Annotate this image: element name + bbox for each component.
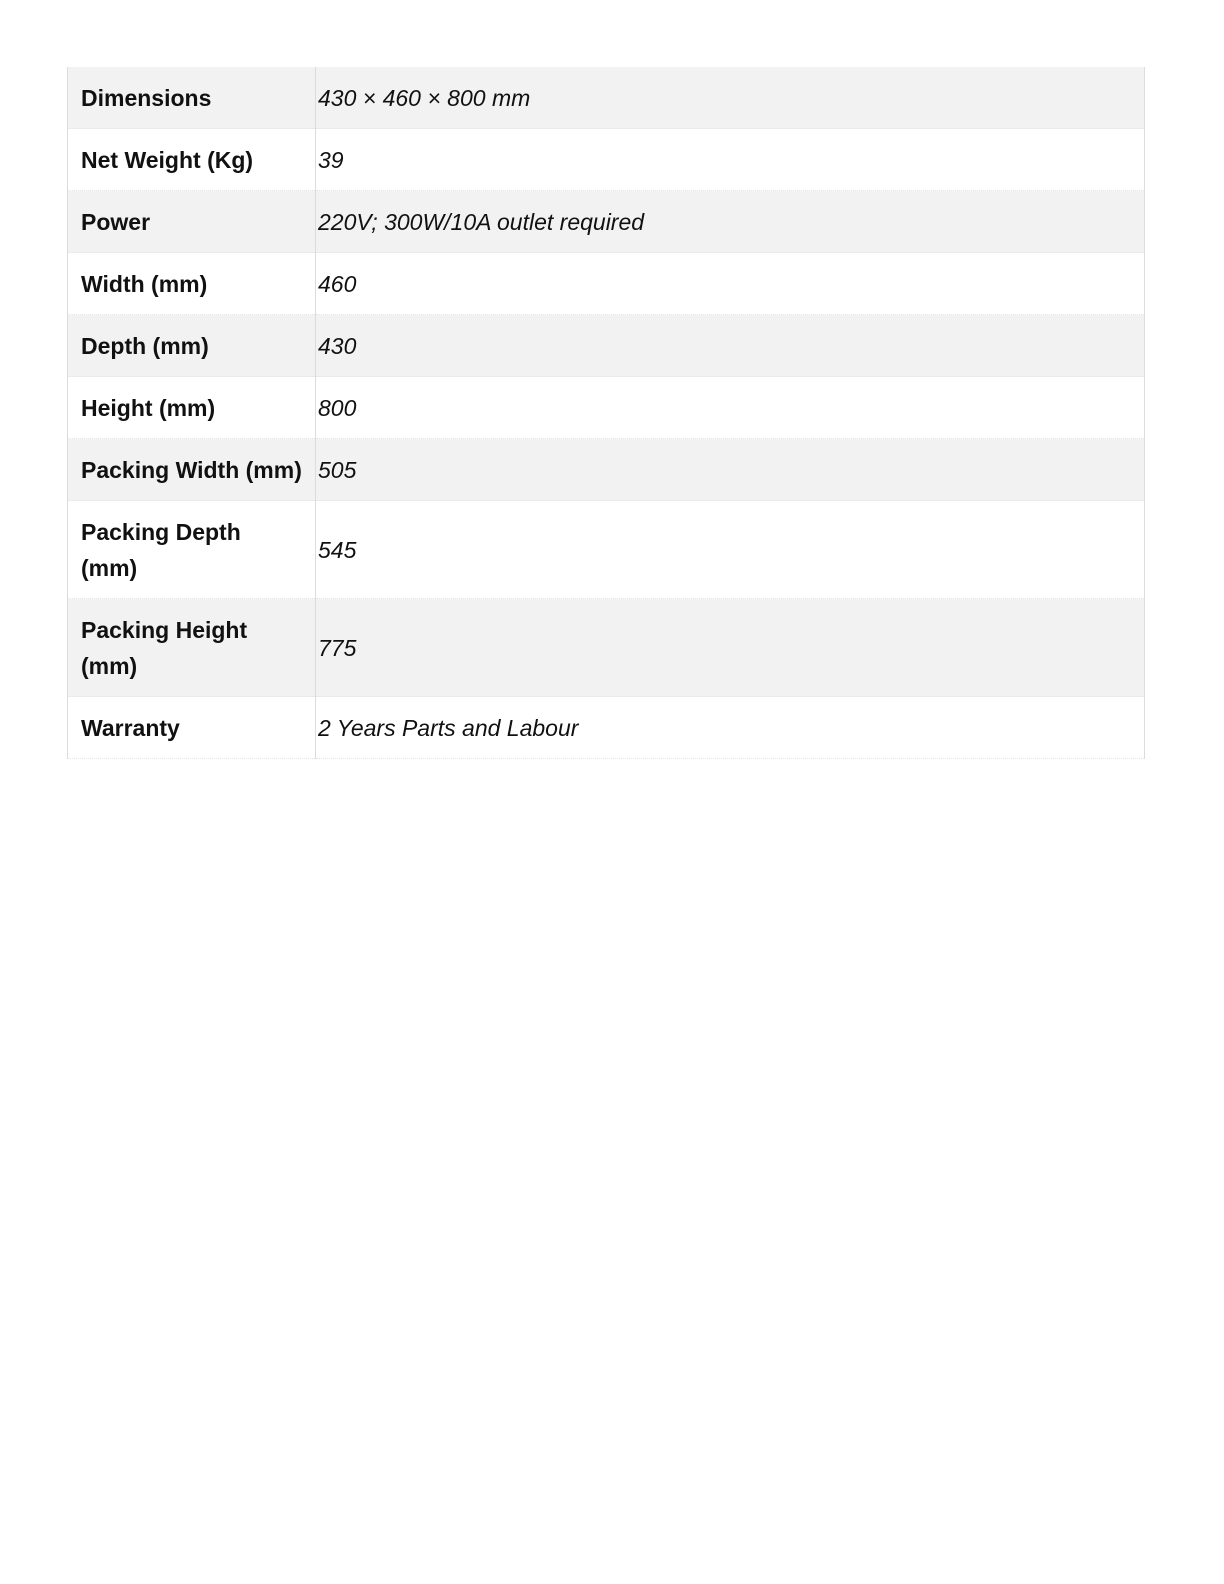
spec-label: Height (mm) [68,377,316,439]
spec-row-packing-depth [68,501,1145,599]
spec-row-warranty [68,697,1145,759]
spec-value: 2 Years Parts and Labour [318,715,579,741]
spec-row-packing-width [68,439,1145,501]
spec-label: Net Weight (Kg) [68,129,316,191]
spec-label: Warranty [68,697,316,759]
spec-label: Width (mm) [68,253,316,315]
spec-value: 800 [318,395,357,421]
spec-label: Packing Height (mm) [68,599,316,697]
spec-value: 545 [318,537,357,563]
spec-row-width [68,253,1145,315]
spec-row-dimensions [68,67,1145,129]
spec-row-height [68,377,1145,439]
spec-label: Depth (mm) [68,315,316,377]
spec-value: 430 [318,333,357,359]
spec-label: Dimensions [68,67,316,129]
spec-label: Power [68,191,316,253]
spec-value: 460 [318,271,357,297]
spec-value: 39 [318,147,344,173]
spec-row-net-weight [68,129,1145,191]
spec-value: 430 × 460 × 800 mm [318,85,531,111]
spec-value: 505 [318,457,357,483]
spec-row-depth [68,315,1145,377]
spec-label: Packing Depth (mm) [68,501,316,599]
spec-value: 220V; 300W/10A outlet required [318,209,645,235]
spec-row-power [68,191,1145,253]
spec-label: Packing Width (mm) [68,439,316,501]
specifications-table [67,67,1145,759]
spec-value: 775 [318,635,357,661]
spec-row-packing-height [68,599,1145,697]
